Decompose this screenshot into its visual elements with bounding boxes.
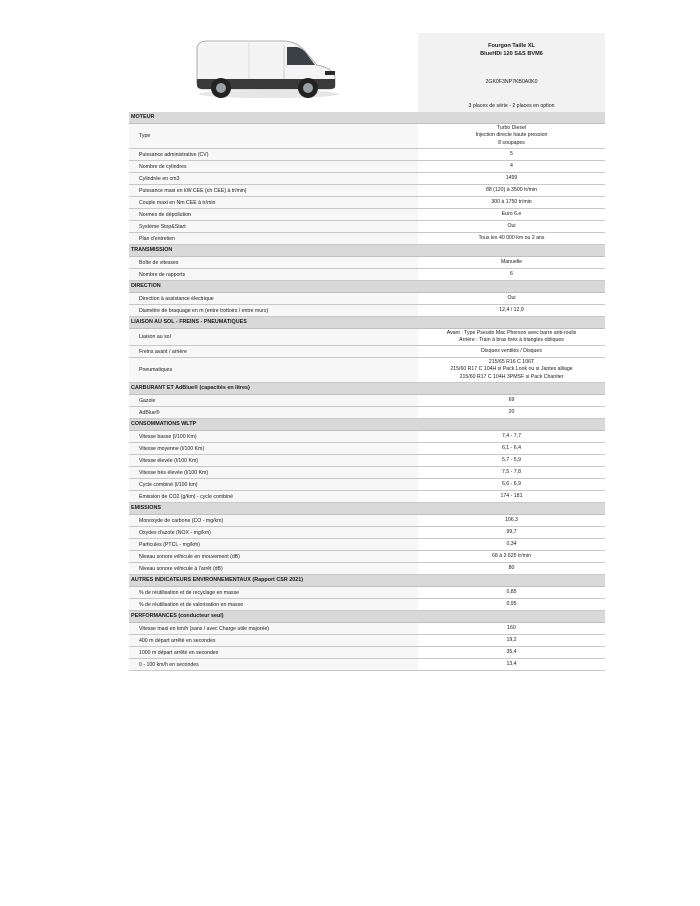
spec-value-line: 12,4 / 12,9	[499, 306, 524, 313]
spec-value	[418, 209, 605, 220]
section-header: MOTEUR	[129, 112, 605, 124]
spec-value-line: Disques ventilés / Disques	[481, 347, 542, 354]
spec-value-line: 5,7 - 5,9	[501, 456, 522, 463]
spec-value-line: 99,7	[506, 528, 517, 535]
spec-table	[129, 112, 605, 671]
spec-label: Nombre de rapports	[129, 269, 418, 280]
spec-value	[418, 551, 605, 562]
spec-value-line: 5	[510, 150, 513, 157]
spec-value-line: 300 à 1750 tr/min	[491, 198, 532, 205]
spec-value	[418, 161, 605, 172]
spec-row	[129, 479, 605, 491]
spec-label: Diamètre de braquage en m (entre trottoirs / entre murs)	[129, 305, 418, 316]
spec-label: Système Stop&Start	[129, 221, 418, 232]
section-header: DIRECTION	[129, 281, 605, 293]
spec-label: Direction à assistance électrique	[129, 293, 418, 304]
spec-value	[418, 197, 605, 208]
spec-value-line: 215/60 R17 C 104H si Pack Look ou si Jantes alliage	[450, 366, 573, 373]
spec-label: Liaison au sol	[129, 329, 418, 345]
spec-row	[129, 539, 605, 551]
spec-label: Nombre de cylindres	[129, 161, 418, 172]
spec-value	[418, 293, 605, 304]
spec-value-line: 20	[508, 408, 515, 415]
spec-label: Monoxyde de carbone (CO - mg/km)	[129, 515, 418, 526]
section-header: TRANSMISSION	[129, 245, 605, 257]
spec-row	[129, 149, 605, 161]
spec-row	[129, 293, 605, 305]
spec-value	[418, 467, 605, 478]
spec-label: Niveau sonore véhicule à l'arrêt (dB)	[129, 563, 418, 574]
spec-value	[418, 599, 605, 610]
section-header: EMISSIONS	[129, 503, 605, 515]
spec-label: Plan d'entretien	[129, 233, 418, 244]
spec-value-line: 215/65 R16 C 106T	[488, 358, 535, 365]
spec-value	[418, 233, 605, 244]
section-header: PERFORMANCES (conducteur seul)	[129, 611, 605, 623]
section-header: AUTRES INDICATEURS ENVIRONNEMENTAUX (Rapport CSR 2021)	[129, 575, 605, 587]
spec-value	[418, 539, 605, 550]
spec-row	[129, 551, 605, 563]
spec-row	[129, 443, 605, 455]
spec-label: Vitesse très élevée (l/100 Km)	[129, 467, 418, 478]
spec-label: Oxydes d'azote (NOX - mg/km)	[129, 527, 418, 538]
spec-label: Puissance maxi en kW CEE (ch CEE) à tr/min)	[129, 185, 418, 196]
spec-value	[418, 149, 605, 160]
spec-row	[129, 491, 605, 503]
spec-row	[129, 431, 605, 443]
spec-value	[418, 346, 605, 357]
model-name	[418, 42, 605, 58]
spec-value	[418, 479, 605, 490]
spec-value-line: 80	[508, 564, 515, 571]
spec-label: Vitesse élevée (l/100 Km)	[129, 455, 418, 466]
sheet-header	[129, 33, 605, 100]
spec-label: % de réutilisation et de valorisation en masse	[129, 599, 418, 610]
van-image	[191, 35, 339, 99]
spec-label: AdBlue®	[129, 407, 418, 418]
spec-value-line: Oui	[507, 222, 516, 229]
spec-value	[418, 173, 605, 184]
spec-label: Normes de dépollution	[129, 209, 418, 220]
spec-value-line: 7,5 - 7,8	[501, 468, 522, 475]
spec-value-line: 68 à 2 625 tr/min	[492, 552, 531, 559]
spec-value	[418, 647, 605, 658]
spec-label: Cylindrée en cm3	[129, 173, 418, 184]
spec-row	[129, 233, 605, 245]
seats-row	[129, 100, 605, 112]
spec-value	[418, 491, 605, 502]
spec-value	[418, 305, 605, 316]
spec-value	[418, 443, 605, 454]
spec-value-line: 6	[510, 270, 513, 277]
spec-row	[129, 599, 605, 611]
spec-row	[129, 346, 605, 358]
spec-value-line: 160	[507, 624, 516, 631]
spec-label: Boîte de vitesses	[129, 257, 418, 268]
section-header: LIAISON AU SOL - FREINS - PNEUMATIQUES	[129, 317, 605, 329]
spec-label: Vitesse maxi en km/h (sans / avec Charge utile majorée)	[129, 623, 418, 634]
spec-value-line: 174 - 181	[500, 492, 523, 499]
spec-value-line: 13,4	[506, 660, 517, 667]
spec-value-line: Euro 6.e	[501, 210, 522, 217]
spec-value	[418, 124, 605, 148]
spec-row	[129, 647, 605, 659]
spec-label: 1000 m départ arrêté en secondes	[129, 647, 418, 658]
spec-value	[418, 635, 605, 646]
spec-value	[418, 329, 605, 345]
spec-row	[129, 209, 605, 221]
model-line-2: BlueHDi 120 S&S BVM6	[480, 51, 543, 57]
spec-value	[418, 257, 605, 268]
spec-value-line: 6,1 - 6,4	[501, 444, 522, 451]
spec-row	[129, 269, 605, 281]
model-code: 2GK0F3NP7KB0A0K0	[485, 79, 538, 85]
spec-value	[418, 659, 605, 670]
spec-value	[418, 358, 605, 382]
spec-row	[129, 407, 605, 419]
spec-row	[129, 587, 605, 599]
spec-row	[129, 305, 605, 317]
spec-label: % de réutilisation et de recyclage en masse	[129, 587, 418, 598]
spec-value-line: Tous les 40 000 km ou 2 ans	[478, 234, 545, 241]
model-header	[418, 33, 605, 100]
spec-row	[129, 467, 605, 479]
model-line-1: Fourgon Taille XL	[488, 43, 535, 49]
spec-value	[418, 515, 605, 526]
spec-label: Niveau sonore véhicule en mouvement (dB)	[129, 551, 418, 562]
spec-row	[129, 527, 605, 539]
spec-value-line: Injection directe haute pression	[475, 132, 548, 139]
spec-value	[418, 563, 605, 574]
spec-value	[418, 431, 605, 442]
spec-label: Type	[129, 124, 418, 148]
spec-value-line: Avant : Type Pseudo Mac Pherson avec barre anti-roulis	[446, 329, 577, 336]
spec-value-line: Oui	[507, 294, 516, 301]
section-header: CARBURANT ET AdBlue® (capacités en litres)	[129, 383, 605, 395]
spec-value	[418, 587, 605, 598]
spec-row	[129, 173, 605, 185]
spec-value-line: 215/60 R17 C 104H 3PMSF si Pack Chantier	[459, 373, 564, 380]
spec-value-line: 4	[510, 162, 513, 169]
spec-label: 400 m départ arrêté en secondes	[129, 635, 418, 646]
spec-row	[129, 257, 605, 269]
spec-value	[418, 395, 605, 406]
spec-row	[129, 221, 605, 233]
spec-value-line: 8 soupapes	[498, 139, 525, 146]
spec-value-line: Manuelle	[500, 258, 523, 265]
spec-value-line: 7,4 - 7,7	[501, 432, 522, 439]
spec-value-line: 0,34	[506, 540, 517, 547]
spec-value	[418, 185, 605, 196]
spec-row	[129, 161, 605, 173]
spec-value-line: 88 (120) à 3500 tr/min	[485, 186, 538, 193]
spec-row	[129, 563, 605, 575]
spec-row	[129, 395, 605, 407]
spec-label: Cycle combiné (l/100 km)	[129, 479, 418, 490]
spec-value-line: 0,85	[506, 588, 517, 595]
spec-label: Pneumatiques	[129, 358, 418, 382]
spec-label: Freins avant / arrière	[129, 346, 418, 357]
spec-value-line: 35,4	[506, 648, 517, 655]
spec-value-line: 6,6 - 6,9	[501, 480, 522, 487]
spec-row	[129, 635, 605, 647]
spec-row	[129, 515, 605, 527]
spec-value	[418, 407, 605, 418]
spec-label: 0 - 100 km/h en secondes	[129, 659, 418, 670]
spec-value-line: Turbo Diesel	[496, 124, 527, 131]
spec-value	[418, 269, 605, 280]
spec-value	[418, 623, 605, 634]
spec-sheet	[129, 33, 605, 671]
spec-value-line: 1499	[505, 174, 518, 181]
spec-value-line: 69	[508, 396, 515, 403]
spec-row	[129, 185, 605, 197]
spec-row	[129, 455, 605, 467]
spec-label: Émission de CO2 (g/km) - cycle combiné	[129, 491, 418, 502]
spec-row	[129, 124, 605, 149]
spec-row	[129, 623, 605, 635]
spec-value	[418, 455, 605, 466]
spec-label: Vitesse moyenne (l/100 Km)	[129, 443, 418, 454]
spec-label: Puissance administrative (CV)	[129, 149, 418, 160]
spec-label: Vitesse basse (l/100 Km)	[129, 431, 418, 442]
spec-value	[418, 527, 605, 538]
spec-row	[129, 659, 605, 671]
spec-value-line: 19,2	[506, 636, 517, 643]
spec-value-line: Arrière : Train à bras tirés à triangles obliques	[459, 337, 564, 343]
spec-label: Couple maxi en Nm CEE à tr/min	[129, 197, 418, 208]
spec-label: Particules (PTCL - mg/km)	[129, 539, 418, 550]
spec-value	[418, 221, 605, 232]
spec-row	[129, 358, 605, 383]
spec-label: Gazole	[129, 395, 418, 406]
spec-value-line: 0,95	[506, 600, 517, 607]
spec-row	[129, 197, 605, 209]
seats-value: 3 places de série - 2 places en option	[418, 100, 605, 112]
spec-row	[129, 329, 605, 346]
section-header: CONSOMMATIONS WLTP	[129, 419, 605, 431]
spec-value-line: 106,3	[505, 516, 518, 523]
